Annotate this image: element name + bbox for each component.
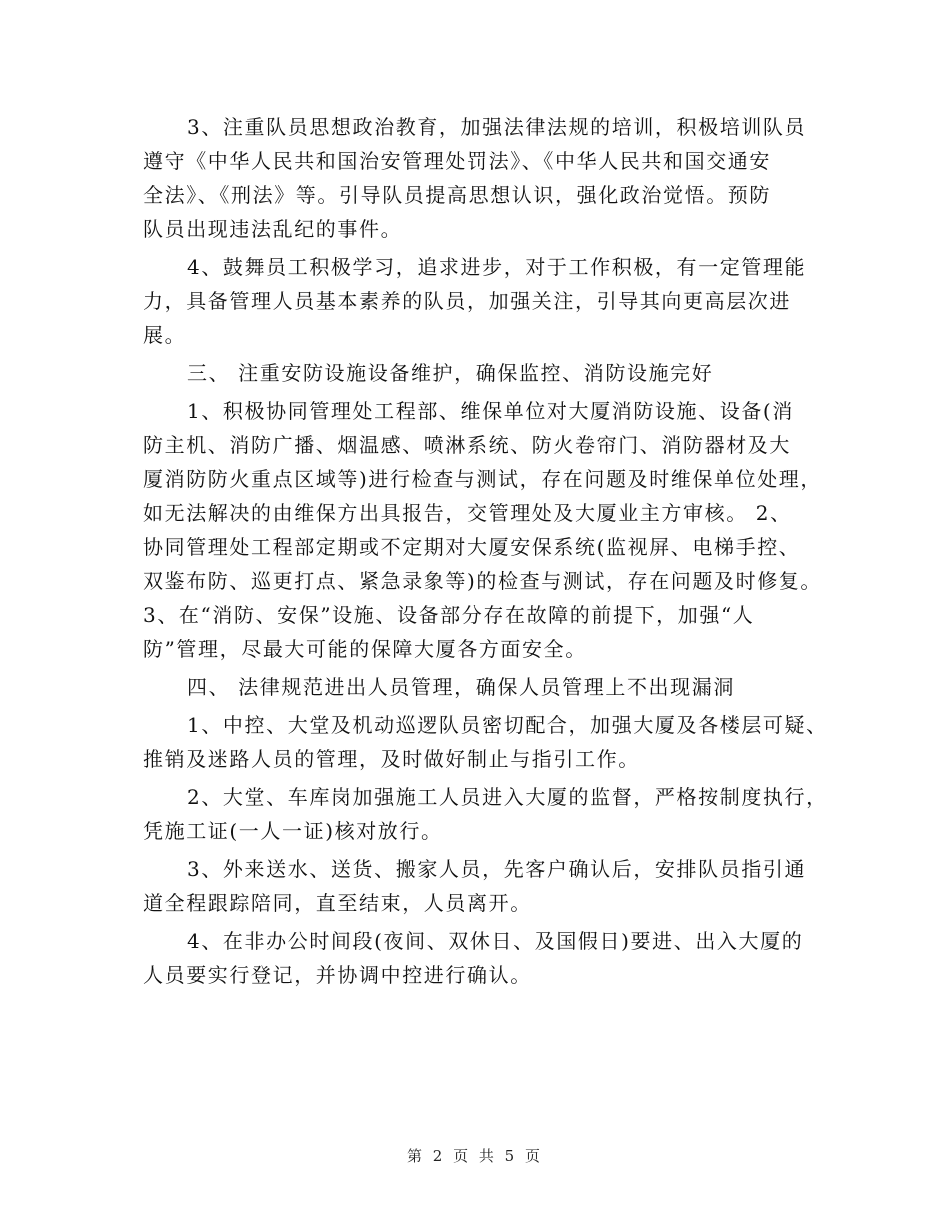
text-line: 道全程跟踪陪同，直至结束，人员离开。 [143, 891, 532, 915]
text-line: 展。 [143, 323, 187, 347]
text-line: 遵守《中华人民共和国治安管理处罚法》、《中华人民共和国交通安 [143, 149, 771, 173]
text-line: 全法》、《刑法》等。引导队员提高思想认识，强化政治觉悟。预防 [143, 183, 771, 207]
text-line: 4、鼓舞员工积极学习，追求进步，对于工作积极，有一定管理能 [187, 255, 807, 279]
text-line: 双鉴布防、巡更打点、紧急录象等)的检查与测试，存在问题及时修复。 [143, 569, 823, 593]
document-body [143, 110, 833, 992]
text-line: 2、大堂、车库岗加强施工人员进入大厦的监督，严格按制度执行， [187, 785, 828, 809]
section-heading: 三、 注重安防设施设备维护，确保监控、消防设施完好 [187, 361, 714, 385]
section-heading: 四、 法律规范进出人员管理，确保人员管理上不出现漏洞 [187, 675, 735, 699]
text-line: 人员要实行登记，并协调中控进行确认。 [143, 963, 532, 987]
text-line: 防”管理，尽最大可能的保障大厦各方面安全。 [143, 637, 587, 661]
text-line: 1、积极协同管理处工程部、维保单位对大厦消防设施、设备(消 [187, 399, 794, 423]
text-line: 3、外来送水、送货、搬家人员，先客户确认后，安排队员指引通 [187, 857, 807, 881]
text-line: 防主机、消防广播、烟温感、喷淋系统、防火卷帘门、消防器材及大 [143, 433, 791, 457]
text-line: 3、注重队员思想政治教育，加强法律法规的培训，积极培训队员 [187, 115, 807, 139]
page-number-footer: 第 2 页 共 5 页 [407, 1147, 543, 1165]
text-line: 队员出现违法乱纪的事件。 [143, 217, 403, 241]
text-line: 如无法解决的由维保方出具报告，交管理处及大厦业主方审核。 2、 [143, 501, 792, 525]
text-line: 4、在非办公时间段(夜间、双休日、及国假日)要进、出入大厦的 [187, 929, 804, 953]
text-line: 凭施工证(一人一证)核对放行。 [143, 819, 443, 843]
text-line: 3、在“消防、安保”设施、设备部分存在故障的前提下，加强“人 [143, 603, 755, 627]
text-line: 推销及迷路人员的管理，及时做好制止与指引工作。 [143, 747, 640, 771]
text-line: 力，具备管理人员基本素养的队员，加强关注，引导其向更高层次进 [143, 289, 791, 313]
text-line: 厦消防防火重点区域等)进行检查与测试，存在问题及时维保单位处理， [143, 467, 823, 491]
text-line: 1、中控、大堂及机动巡逻队员密切配合，加强大厦及各楼层可疑、 [187, 713, 828, 737]
text-line: 协同管理处工程部定期或不定期对大厦安保系统(监视屏、电梯手控、 [143, 535, 801, 559]
